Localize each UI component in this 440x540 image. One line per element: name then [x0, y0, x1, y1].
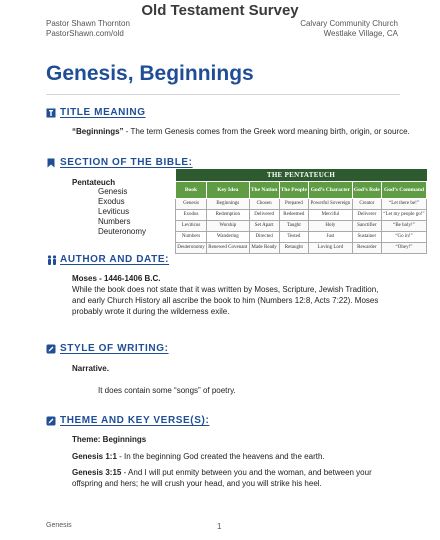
- theme-heading: THEME AND KEY VERSE(S):: [60, 415, 210, 426]
- table-cell: Exodus: [176, 210, 207, 221]
- title-meaning-term: “Beginnings”: [72, 127, 124, 136]
- verse-text: offspring and hers; he will crush your head, and you will strike his heel.: [72, 479, 322, 488]
- church-location: Westlake Village, CA: [323, 29, 398, 38]
- title-meaning-text: [72, 126, 422, 137]
- key-verse-1: [72, 451, 432, 462]
- table-cell: Deuteronomy: [176, 243, 207, 254]
- title-meaning-desc: - The term Genesis comes from the Greek word meaning birth, origin, or source.: [123, 127, 410, 136]
- section-of-bible: [46, 157, 193, 168]
- table-cell: Just: [309, 232, 353, 243]
- table-cell: “Let there be!”: [382, 199, 427, 210]
- col-header: The People: [279, 182, 309, 199]
- table-cell: Numbers: [176, 232, 207, 243]
- table-row: [176, 232, 427, 243]
- pen-icon: [46, 344, 56, 354]
- section-theme: [46, 415, 209, 426]
- table-cell: “Go in!”: [382, 232, 427, 243]
- section-style: [46, 343, 169, 354]
- verse-text: - And I will put enmity between you and the woman, and between your: [121, 468, 372, 477]
- table-cell: Delivered: [249, 210, 279, 221]
- title-divider: [46, 94, 400, 95]
- col-header: The Nation: [249, 182, 279, 199]
- bookmark-icon: [46, 158, 56, 168]
- table-cell: Retaught: [279, 243, 309, 254]
- col-header: Book: [176, 182, 207, 199]
- table-cell: Made Ready: [249, 243, 279, 254]
- book-exodus: Exodus: [98, 197, 125, 206]
- pen-icon: [46, 416, 56, 426]
- author-date-para: [72, 284, 432, 317]
- pentateuch-table: [175, 169, 427, 254]
- table-cell: Sustainer: [352, 232, 381, 243]
- author-para-line: While the book does not state that it was written by Moses, Scripture, Jewish Tradition,: [72, 285, 379, 294]
- title-meaning-heading: TITLE MEANING: [60, 107, 146, 118]
- style-heading: STYLE OF WRITING:: [60, 343, 169, 354]
- verse-text: - In the beginning God created the heavens and the earth.: [116, 452, 325, 461]
- author-name: Pastor Shawn Thornton: [46, 19, 130, 28]
- table-cell: Tested: [279, 232, 309, 243]
- table-row: [176, 221, 427, 232]
- key-verse-2: [72, 467, 432, 489]
- section-heading: SECTION OF THE BIBLE:: [60, 157, 193, 168]
- table-cell: “Let my people go!”: [382, 210, 427, 221]
- verse-ref: Genesis 3:15: [72, 468, 122, 477]
- author-para-line: probably wrote it during the wilderness exile.: [72, 307, 230, 316]
- table-header-row: [176, 182, 427, 199]
- table-title: THE PENTATEUCH: [176, 169, 427, 182]
- table-cell: “Be holy!”: [382, 221, 427, 232]
- title-icon: [46, 108, 56, 118]
- table-cell: Chosen: [249, 199, 279, 210]
- col-header: Key Idea: [206, 182, 249, 199]
- author-date-line: Moses - 1446-1406 B.C.: [72, 274, 161, 283]
- table-cell: Creator: [352, 199, 381, 210]
- table-cell: Rewarder: [352, 243, 381, 254]
- theme-line: Theme: Beginnings: [72, 435, 147, 444]
- section-title-meaning: [46, 107, 146, 118]
- section-author-date: [46, 254, 169, 265]
- doc-title: Old Testament Survey: [141, 2, 299, 19]
- col-header: God’s Role: [352, 182, 381, 199]
- footer-label: Genesis: [46, 522, 72, 529]
- table-cell: Genesis: [176, 199, 207, 210]
- table-cell: Beginnings: [206, 199, 249, 210]
- table-cell: Prepared: [279, 199, 309, 210]
- style-note: It does contain some “songs” of poetry.: [98, 386, 236, 395]
- table-cell: Deliverer: [352, 210, 381, 221]
- people-icon: [46, 255, 56, 265]
- style-type: Narrative.: [72, 364, 109, 373]
- header-right: [300, 19, 398, 39]
- table-cell: Leviticus: [176, 221, 207, 232]
- table-cell: Redeemed: [279, 210, 309, 221]
- church-name: Calvary Community Church: [300, 19, 398, 28]
- table-cell: “Obey!”: [382, 243, 427, 254]
- table-cell: Set Apart: [249, 221, 279, 232]
- table-cell: Renewed Covenant: [206, 243, 249, 254]
- author-para-line: and early Church History all ascribe the book to him (Numbers 12:8, Acts 7:22). Moses: [72, 296, 379, 305]
- table-cell: Sanctifier: [352, 221, 381, 232]
- table-row: [176, 210, 427, 221]
- table-cell: Wandering: [206, 232, 249, 243]
- col-header: God’s Command: [382, 182, 427, 199]
- book-leviticus: Leviticus: [98, 207, 130, 216]
- table-cell: Powerful Sovereign: [309, 199, 353, 210]
- table-row: [176, 243, 427, 254]
- book-genesis: Genesis: [98, 187, 128, 196]
- page-number: 1: [217, 522, 222, 531]
- table-row: [176, 199, 427, 210]
- table-cell: Holy: [309, 221, 353, 232]
- table-cell: Worship: [206, 221, 249, 232]
- website: PastorShawn.com/old: [46, 29, 124, 38]
- table-cell: Taught: [279, 221, 309, 232]
- section-group: Pentateuch: [72, 178, 116, 187]
- book-deuteronomy: Deuteronomy: [98, 227, 147, 236]
- verse-ref: Genesis 1:1: [72, 452, 117, 461]
- col-header: God’s Character: [309, 182, 353, 199]
- header-left: [46, 19, 130, 39]
- table-cell: Loving Lord: [309, 243, 353, 254]
- table-cell: Merciful: [309, 210, 353, 221]
- page-title: Genesis, Beginnings: [46, 62, 254, 85]
- table-cell: Redemption: [206, 210, 249, 221]
- book-numbers: Numbers: [98, 217, 131, 226]
- table-cell: Directed: [249, 232, 279, 243]
- author-date-heading: AUTHOR AND DATE:: [60, 254, 170, 265]
